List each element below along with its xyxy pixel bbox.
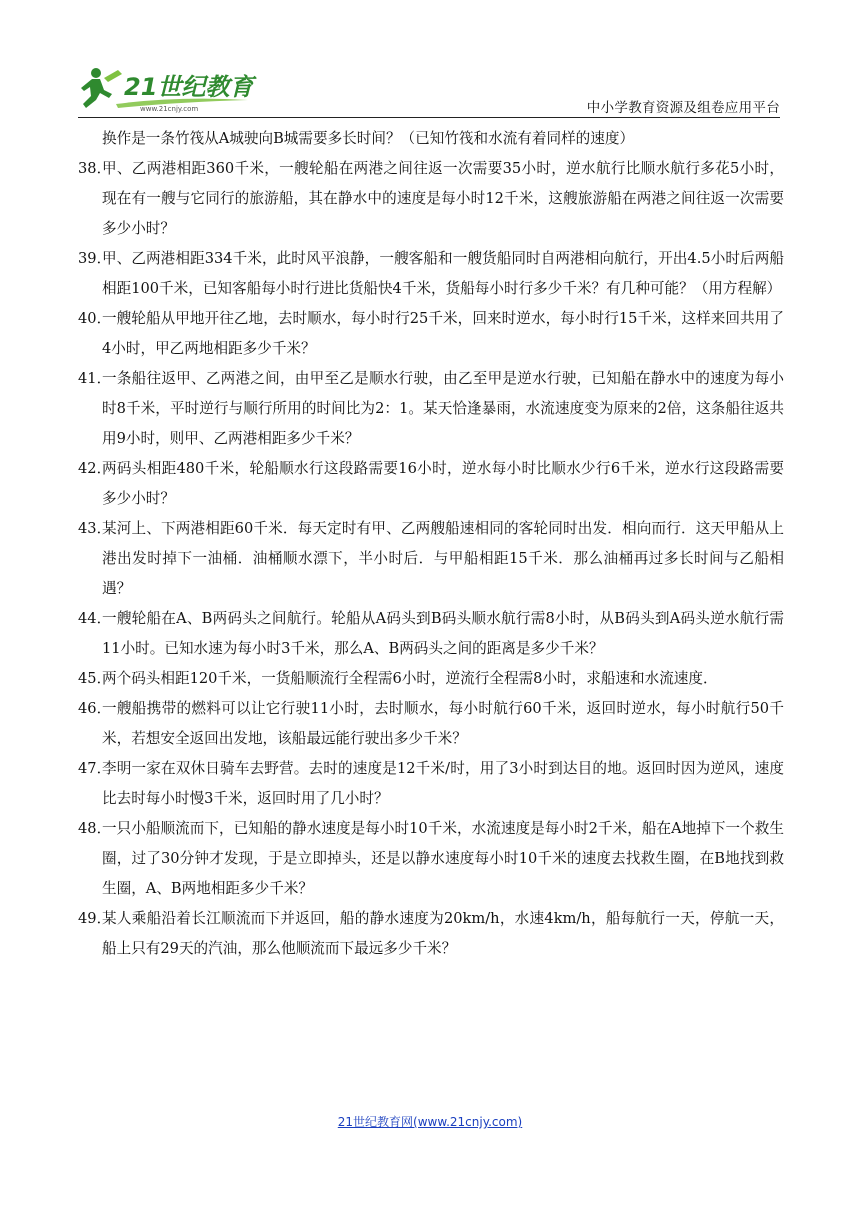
problem-text: 两码头相距480千米，轮船顺水行这段路需要16小时，逆水每小时比顺水少行6千米，逆水行这段路需要多少小时？ xyxy=(102,460,784,507)
svg-text:www.21cnjy.com: www.21cnjy.com xyxy=(140,105,199,113)
problem-item xyxy=(78,154,784,244)
problem-number: 49． xyxy=(78,910,112,927)
svg-text:21世纪教育: 21世纪教育 xyxy=(124,73,254,101)
problem-item xyxy=(78,514,784,604)
problem-text: 两个码头相距120千米，一货船顺流行全程需6小时，逆流行全程需8小时，求船速和水流速度． xyxy=(102,670,718,687)
problem-number: 44． xyxy=(78,610,112,627)
problem-text: 甲、乙两港相距334千米，此时风平浪静，一艘客船和一艘货船同时自两港相向航行，开出4.5小时后两船相距100千米，已知客船每小时行进比货船快4千米，货船每小时行多少千米？有几种可能？（用方程解） xyxy=(102,250,784,297)
problem-number: 39． xyxy=(78,250,112,267)
problem-text: 某人乘船沿着长江顺流而下并返回，船的静水速度为20km/h，水速4km/h，船每航行一天，停航一天，船上只有29天的汽油，那么他顺流而下最远多少千米？ xyxy=(102,910,784,957)
problem-number: 42． xyxy=(78,460,112,477)
problem-text: 李明一家在双休日骑车去野营。去时的速度是12千米/时，用了3小时到达目的地。返回时因为逆风，速度比去时每小时慢3千米，返回时用了几小时？ xyxy=(102,760,784,807)
problem-item xyxy=(78,604,784,664)
problem-number: 43． xyxy=(78,520,112,537)
problem-text: 一只小船顺流而下，已知船的静水速度是每小时10千米，水流速度是每小时2千米，船在A地掉下一个救生圈，过了30分钟才发现，于是立即掉头，还是以静水速度每小时10千米的速度去找救生圈，在B地找到救生圈，A、B两地相距多少千米？ xyxy=(102,820,784,897)
problem-number: 45． xyxy=(78,670,112,687)
problem-item xyxy=(78,364,784,454)
problem-text: 某河上、下两港相距60千米．每天定时有甲、乙两艘船速相同的客轮同时出发．相向而行．这天甲船从上港出发时掉下一油桶．油桶顺水漂下，半小时后．与甲船相距15千米．那么油桶再过多长时间与乙船相遇？ xyxy=(102,520,784,597)
page-header xyxy=(78,62,780,120)
problem-text: 一艘轮船从甲地开往乙地，去时顺水，每小时行25千米，回来时逆水，每小时行15千米，这样来回共用了4小时，甲乙两地相距多少千米？ xyxy=(102,310,784,357)
problem-number: 38． xyxy=(78,160,112,177)
problem-item xyxy=(78,664,784,694)
header-divider xyxy=(78,117,780,118)
footer-link[interactable]: 21世纪教育网(www.21cnjy.com) xyxy=(337,1115,523,1129)
problem-number: 41． xyxy=(78,370,112,387)
problem-text: 一艘船携带的燃料可以让它行驶11小时，去时顺水，每小时航行60千米，返回时逆水，每小时航行50千米，若想安全返回出发地，该船最远能行驶出多少千米？ xyxy=(102,700,784,747)
problem-item xyxy=(78,904,784,964)
problem-number: 48． xyxy=(78,820,112,837)
continued-problem-line: 换作是一条竹筏从A城驶向B城需要多长时间？（已知竹筏和水流有着同样的速度） xyxy=(102,130,635,147)
problem-number: 46． xyxy=(78,700,112,717)
problem-item xyxy=(78,694,784,754)
problem-item xyxy=(78,814,784,904)
problem-text: 一艘轮船在A、B两码头之间航行。轮船从A码头到B码头顺水航行需8小时，从B码头到A码头逆水航行需11小时。已知水速为每小时3千米，那么A、B两码头之间的距离是多少千米？ xyxy=(102,610,784,657)
problem-number: 47． xyxy=(78,760,112,777)
problem-list xyxy=(78,124,784,964)
problem-item xyxy=(78,304,784,364)
problem-number: 40． xyxy=(78,310,112,327)
problem-item xyxy=(78,244,784,304)
problem-text: 甲、乙两港相距360千米，一艘轮船在两港之间往返一次需要35小时，逆水航行比顺水航行多花5小时，现在有一艘与它同行的旅游船，其在静水中的速度是每小时12千米，这艘旅游船在两港之间往返一次需要多少小时？ xyxy=(102,160,784,237)
platform-name: 中小学教育资源及组卷应用平台 xyxy=(586,100,780,116)
problem-item xyxy=(78,454,784,514)
problem-text: 一条船往返甲、乙两港之间，由甲至乙是顺水行驶，由乙至甲是逆水行驶，已知船在静水中的速度为每小时8千米，平时逆行与顺行所用的时间比为2：1。某天恰逢暴雨，水流速度变为原来的2倍，这条船往返共用9小时，则甲、乙两港相距多少千米？ xyxy=(102,370,784,447)
brand-logo xyxy=(78,64,268,114)
problem-item xyxy=(78,754,784,814)
